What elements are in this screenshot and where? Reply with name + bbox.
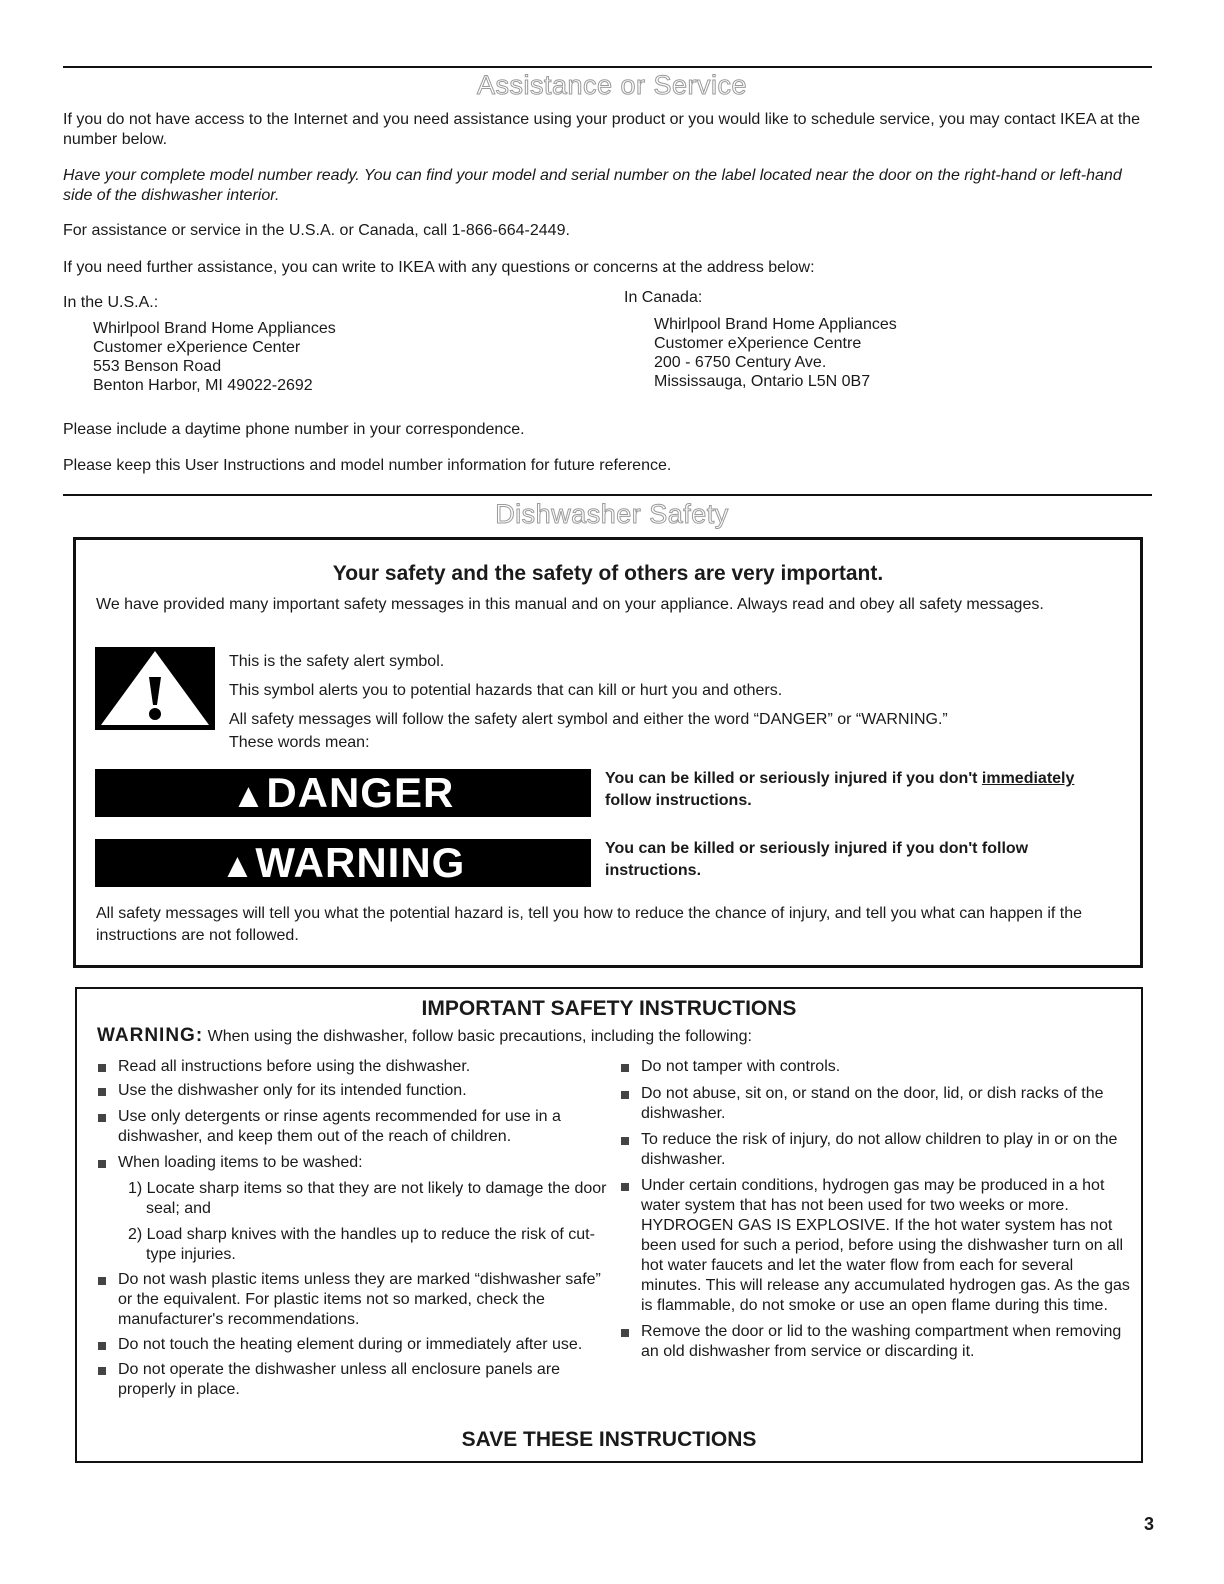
list-item: Use only detergents or rinse agents recommended for use in a dishwasher, and keep them out of the reach of children. [88,1107,608,1147]
usa-line: Benton Harbor, MI 49022-2692 [93,377,313,394]
alert-line: These words mean: [229,734,370,751]
canada-line: Whirlpool Brand Home Appliances [654,316,897,333]
instructions-warning-label: WARNING: [97,1025,204,1046]
warning-text: You can be killed or seriously injured if you don't follow instructions. [605,840,1029,879]
left-bullets [88,1057,608,1400]
instructions-warning [97,1025,1137,1047]
danger-text-emphasis: immediately [981,770,1075,787]
list-item: Do not abuse, sit on, or stand on the door, lid, or dish racks of the dishwasher. [611,1084,1131,1124]
danger-text-c: follow instructions. [605,792,752,809]
assistance-intro: If you do not have access to the Internet and you need assistance using your product or you would like to schedule service, you may contact IKEA at the number below. [63,111,1141,148]
danger-word: DANGER [266,769,455,816]
usa-line: Customer eXperience Center [93,339,301,356]
safety-footer: All safety messages will tell you what the potential hazard is, tell you how to reduce the chance of injury, and tell you what can happen if the instructions are not followed. [96,905,1083,944]
instructions-title: IMPORTANT SAFETY INSTRUCTIONS [421,997,797,1020]
sub-item: 1) Locate sharp items so that they are not likely to damage the door seal; and [128,1180,607,1217]
model-number-note: Have your complete model number ready. You can find your model and serial number on the label located near the door on the right-hand or left-hand side of the dishwasher interior. [63,167,1122,204]
alert-lines [229,653,1129,752]
alert-line: This symbol alerts you to potential hazards that can kill or hurt you and others. [229,682,783,699]
keep-note: Please keep this User Instructions and model number information for future reference. [63,457,672,474]
danger-text [605,768,1130,812]
usa-line: Whirlpool Brand Home Appliances [93,320,336,337]
safety-intro: We have provided many important safety messages in this manual and on your appliance. Always read and obey all safety messages. [96,596,1044,613]
page-number: 3 [1143,1514,1154,1534]
danger-label [95,769,591,817]
warning-triangle-icon: ▲ [220,847,256,885]
phone-note: Please include a daytime phone number in your correspondence. [63,421,525,438]
canada-line: Mississauga, Ontario L5N 0B7 [654,373,871,390]
safety-alert-icon [95,647,215,730]
assistance-title: Assistance or Service [476,70,748,100]
canada-line: 200 - 6750 Century Ave. [654,354,827,371]
instructions-warning-text: When using the dishwasher, follow basic precautions, including the following: [207,1028,752,1045]
list-item: Do not tamper with controls. [611,1057,1131,1077]
canada-address [624,288,1124,391]
list-item: Remove the door or lid to the washing compartment when removing an old dishwasher from service or discarding it. [611,1322,1131,1362]
list-item: When loading items to be washed: [88,1153,608,1173]
warning-label [95,839,591,887]
right-bullets [611,1057,1131,1362]
phone-line: For assistance or service in the U.S.A. or Canada, call 1-866-664-2449. [63,222,570,239]
safety-title: Dishwasher Safety [495,499,729,529]
list-item: Do not operate the dishwasher unless all enclosure panels are properly in place. [88,1360,608,1400]
save-instructions: SAVE THESE INSTRUCTIONS [461,1428,757,1451]
top-rule [63,66,1152,68]
usa-label: In the U.S.A.: [63,294,159,311]
sub-item: 2) Load sharp knives with the handles up to reduce the risk of cut-type injuries. [128,1226,595,1263]
write-line: If you need further assistance, you can write to IKEA with any questions or concerns at the address below: [63,259,815,276]
safety-heading: Your safety and the safety of others are very important. [332,562,884,585]
usa-address [63,293,563,395]
list-item: Use the dishwasher only for its intended function. [88,1081,608,1101]
list-item: To reduce the risk of injury, do not allow children to play in or on the dishwasher. [611,1130,1131,1170]
alert-line: This is the safety alert symbol. [229,653,445,670]
list-item: Do not touch the heating element during or immediately after use. [88,1335,608,1355]
danger-text-a: You can be killed or seriously injured if you don't [605,770,982,787]
list-item: Read all instructions before using the dishwasher. [88,1057,608,1077]
safety-rule [63,494,1152,496]
usa-line: 553 Benson Road [93,358,222,375]
alert-line: All safety messages will follow the safety alert symbol and either the word “DANGER” or “WARNING.” [229,711,948,728]
list-item: Do not wash plastic items unless they are marked “dishwasher safe” or the equivalent. For plastic items not so marked, check the manufacturer's recommendations. [88,1270,608,1330]
warning-triangle-icon: ▲ [231,777,267,815]
canada-label: In Canada: [624,289,703,306]
list-item: Under certain conditions, hydrogen gas may be produced in a hot water system that has not been used for two weeks or more. HYDROGEN GAS IS EXPLOSIVE. If the hot water system has not been used for such a period, before using the dishwasher turn on all hot water faucets and let the water flow from each for several minutes. This will release any accumulated hydrogen gas. As the gas is flammable, do not smoke or use an open flame during this time. [611,1176,1131,1316]
canada-line: Customer eXperience Centre [654,335,862,352]
warning-word: WARNING [255,839,466,886]
